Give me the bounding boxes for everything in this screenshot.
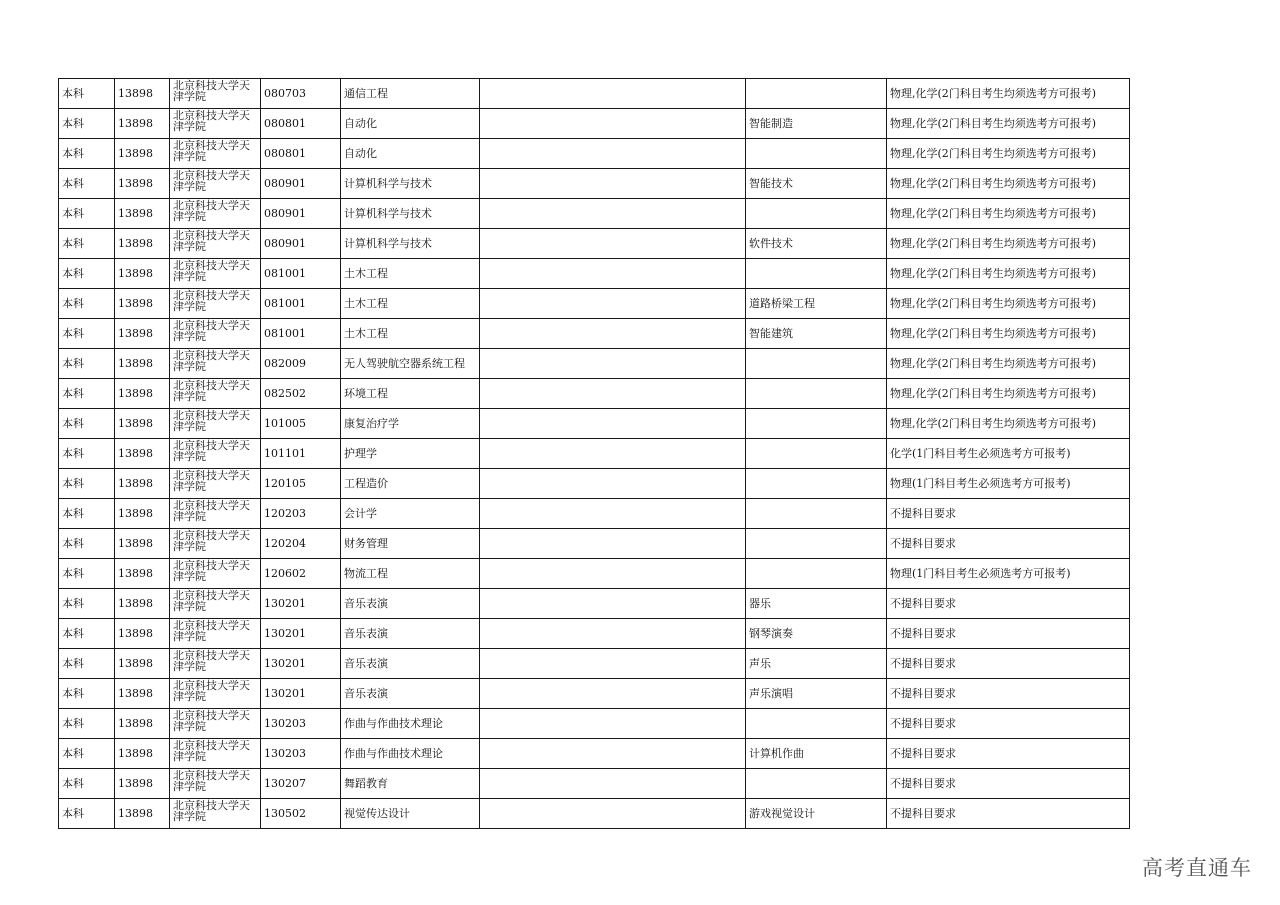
direction-cell: 声乐演唱: [746, 679, 887, 709]
major-name-cell: 土木工程: [341, 289, 480, 319]
note-cell: [480, 739, 746, 769]
level-cell: 本科: [59, 109, 115, 139]
major-name-cell: 护理学: [341, 439, 480, 469]
school-code-cell: 13898: [115, 349, 170, 379]
major-name-cell: 土木工程: [341, 319, 480, 349]
major-code-cell: 081001: [261, 319, 341, 349]
subject-requirement-cell: 物理,化学(2门科目考生均须选考方可报考): [887, 259, 1130, 289]
admission-requirements-table: [58, 78, 1130, 829]
table-row: [59, 679, 1130, 709]
school-code-cell: 13898: [115, 319, 170, 349]
table-row: [59, 739, 1130, 769]
table-row: [59, 79, 1130, 109]
note-cell: [480, 409, 746, 439]
school-code-cell: 13898: [115, 739, 170, 769]
note-cell: [480, 199, 746, 229]
note-cell: [480, 769, 746, 799]
school-name-cell: 北京科技大学天津学院: [170, 499, 261, 529]
note-cell: [480, 319, 746, 349]
direction-cell: [746, 349, 887, 379]
note-cell: [480, 709, 746, 739]
note-cell: [480, 799, 746, 829]
subject-requirement-cell: 物理(1门科目考生必须选考方可报考): [887, 559, 1130, 589]
major-code-cell: 120203: [261, 499, 341, 529]
major-code-cell: 080801: [261, 109, 341, 139]
school-code-cell: 13898: [115, 799, 170, 829]
subject-requirement-cell: 物理,化学(2门科目考生均须选考方可报考): [887, 139, 1130, 169]
subject-requirement-cell: 物理,化学(2门科目考生均须选考方可报考): [887, 169, 1130, 199]
table-row: [59, 799, 1130, 829]
major-code-cell: 130203: [261, 709, 341, 739]
school-name-cell: 北京科技大学天津学院: [170, 169, 261, 199]
note-cell: [480, 559, 746, 589]
table-row: [59, 649, 1130, 679]
direction-cell: 声乐: [746, 649, 887, 679]
level-cell: 本科: [59, 199, 115, 229]
school-name-cell: 北京科技大学天津学院: [170, 799, 261, 829]
school-code-cell: 13898: [115, 619, 170, 649]
subject-requirement-cell: 不提科目要求: [887, 799, 1130, 829]
major-name-cell: 舞蹈教育: [341, 769, 480, 799]
level-cell: 本科: [59, 649, 115, 679]
school-name-cell: 北京科技大学天津学院: [170, 379, 261, 409]
school-code-cell: 13898: [115, 439, 170, 469]
school-name-cell: 北京科技大学天津学院: [170, 559, 261, 589]
direction-cell: [746, 529, 887, 559]
major-name-cell: 作曲与作曲技术理论: [341, 709, 480, 739]
school-name-cell: 北京科技大学天津学院: [170, 79, 261, 109]
level-cell: 本科: [59, 589, 115, 619]
table-row: [59, 409, 1130, 439]
direction-cell: [746, 469, 887, 499]
school-name-cell: 北京科技大学天津学院: [170, 619, 261, 649]
subject-requirement-cell: 不提科目要求: [887, 679, 1130, 709]
school-code-cell: 13898: [115, 709, 170, 739]
subject-requirement-cell: 物理,化学(2门科目考生均须选考方可报考): [887, 319, 1130, 349]
major-name-cell: 通信工程: [341, 79, 480, 109]
school-name-cell: 北京科技大学天津学院: [170, 739, 261, 769]
table-row: [59, 139, 1130, 169]
major-name-cell: 计算机科学与技术: [341, 199, 480, 229]
major-code-cell: 120105: [261, 469, 341, 499]
major-code-cell: 130201: [261, 619, 341, 649]
direction-cell: 器乐: [746, 589, 887, 619]
major-name-cell: 自动化: [341, 109, 480, 139]
school-code-cell: 13898: [115, 169, 170, 199]
note-cell: [480, 469, 746, 499]
major-name-cell: 作曲与作曲技术理论: [341, 739, 480, 769]
school-code-cell: 13898: [115, 139, 170, 169]
level-cell: 本科: [59, 259, 115, 289]
direction-cell: 计算机作曲: [746, 739, 887, 769]
subject-requirement-cell: 不提科目要求: [887, 769, 1130, 799]
major-code-cell: 082009: [261, 349, 341, 379]
note-cell: [480, 79, 746, 109]
direction-cell: [746, 79, 887, 109]
school-name-cell: 北京科技大学天津学院: [170, 109, 261, 139]
school-code-cell: 13898: [115, 679, 170, 709]
subject-requirement-cell: 不提科目要求: [887, 649, 1130, 679]
note-cell: [480, 379, 746, 409]
note-cell: [480, 169, 746, 199]
level-cell: 本科: [59, 289, 115, 319]
table-row: [59, 319, 1130, 349]
subject-requirement-cell: 不提科目要求: [887, 619, 1130, 649]
major-code-cell: 081001: [261, 259, 341, 289]
table-row: [59, 349, 1130, 379]
table-row: [59, 469, 1130, 499]
school-code-cell: 13898: [115, 379, 170, 409]
level-cell: 本科: [59, 529, 115, 559]
school-name-cell: 北京科技大学天津学院: [170, 319, 261, 349]
major-code-cell: 120602: [261, 559, 341, 589]
table-row: [59, 559, 1130, 589]
major-code-cell: 101101: [261, 439, 341, 469]
major-code-cell: 130502: [261, 799, 341, 829]
major-code-cell: 080901: [261, 199, 341, 229]
level-cell: 本科: [59, 139, 115, 169]
school-name-cell: 北京科技大学天津学院: [170, 529, 261, 559]
note-cell: [480, 679, 746, 709]
school-name-cell: 北京科技大学天津学院: [170, 349, 261, 379]
direction-cell: [746, 139, 887, 169]
direction-cell: 软件技术: [746, 229, 887, 259]
school-name-cell: 北京科技大学天津学院: [170, 229, 261, 259]
table-row: [59, 169, 1130, 199]
school-code-cell: 13898: [115, 499, 170, 529]
school-code-cell: 13898: [115, 79, 170, 109]
level-cell: 本科: [59, 679, 115, 709]
subject-requirement-cell: 不提科目要求: [887, 709, 1130, 739]
subject-requirement-cell: 物理,化学(2门科目考生均须选考方可报考): [887, 349, 1130, 379]
major-code-cell: 130201: [261, 679, 341, 709]
school-name-cell: 北京科技大学天津学院: [170, 709, 261, 739]
subject-requirement-cell: 不提科目要求: [887, 529, 1130, 559]
direction-cell: 智能技术: [746, 169, 887, 199]
direction-cell: 智能建筑: [746, 319, 887, 349]
level-cell: 本科: [59, 319, 115, 349]
major-code-cell: 081001: [261, 289, 341, 319]
direction-cell: 游戏视觉设计: [746, 799, 887, 829]
major-code-cell: 120204: [261, 529, 341, 559]
major-code-cell: 130201: [261, 649, 341, 679]
subject-requirement-cell: 不提科目要求: [887, 589, 1130, 619]
major-name-cell: 物流工程: [341, 559, 480, 589]
direction-cell: 钢琴演奏: [746, 619, 887, 649]
school-name-cell: 北京科技大学天津学院: [170, 409, 261, 439]
note-cell: [480, 349, 746, 379]
direction-cell: [746, 559, 887, 589]
school-code-cell: 13898: [115, 109, 170, 139]
direction-cell: [746, 259, 887, 289]
major-name-cell: 工程造价: [341, 469, 480, 499]
major-code-cell: 082502: [261, 379, 341, 409]
watermark-logo: 高考直通车: [1142, 856, 1252, 880]
major-code-cell: 080801: [261, 139, 341, 169]
school-code-cell: 13898: [115, 469, 170, 499]
table-row: [59, 259, 1130, 289]
table-row: [59, 589, 1130, 619]
school-name-cell: 北京科技大学天津学院: [170, 469, 261, 499]
note-cell: [480, 589, 746, 619]
school-name-cell: 北京科技大学天津学院: [170, 679, 261, 709]
level-cell: 本科: [59, 799, 115, 829]
table-row: [59, 619, 1130, 649]
school-name-cell: 北京科技大学天津学院: [170, 589, 261, 619]
level-cell: 本科: [59, 439, 115, 469]
school-name-cell: 北京科技大学天津学院: [170, 649, 261, 679]
note-cell: [480, 649, 746, 679]
level-cell: 本科: [59, 469, 115, 499]
note-cell: [480, 139, 746, 169]
major-code-cell: 080703: [261, 79, 341, 109]
subject-requirement-cell: 不提科目要求: [887, 499, 1130, 529]
subject-requirement-cell: 不提科目要求: [887, 739, 1130, 769]
table-row: [59, 769, 1130, 799]
major-code-cell: 101005: [261, 409, 341, 439]
direction-cell: 智能制造: [746, 109, 887, 139]
direction-cell: [746, 199, 887, 229]
school-code-cell: 13898: [115, 769, 170, 799]
direction-cell: [746, 769, 887, 799]
school-code-cell: 13898: [115, 199, 170, 229]
major-name-cell: 音乐表演: [341, 679, 480, 709]
subject-requirement-cell: 化学(1门科目考生必须选考方可报考): [887, 439, 1130, 469]
school-name-cell: 北京科技大学天津学院: [170, 259, 261, 289]
major-name-cell: 土木工程: [341, 259, 480, 289]
note-cell: [480, 259, 746, 289]
note-cell: [480, 229, 746, 259]
note-cell: [480, 109, 746, 139]
level-cell: 本科: [59, 349, 115, 379]
school-code-cell: 13898: [115, 559, 170, 589]
level-cell: 本科: [59, 739, 115, 769]
subject-requirement-cell: 物理,化学(2门科目考生均须选考方可报考): [887, 409, 1130, 439]
major-name-cell: 计算机科学与技术: [341, 229, 480, 259]
major-name-cell: 无人驾驶航空器系统工程: [341, 349, 480, 379]
major-name-cell: 环境工程: [341, 379, 480, 409]
major-name-cell: 康复治疗学: [341, 409, 480, 439]
level-cell: 本科: [59, 79, 115, 109]
note-cell: [480, 499, 746, 529]
school-code-cell: 13898: [115, 229, 170, 259]
school-code-cell: 13898: [115, 649, 170, 679]
major-code-cell: 130201: [261, 589, 341, 619]
major-name-cell: 音乐表演: [341, 619, 480, 649]
subject-requirement-cell: 物理,化学(2门科目考生均须选考方可报考): [887, 79, 1130, 109]
note-cell: [480, 439, 746, 469]
level-cell: 本科: [59, 499, 115, 529]
table-row: [59, 439, 1130, 469]
major-code-cell: 130203: [261, 739, 341, 769]
note-cell: [480, 619, 746, 649]
table-row: [59, 229, 1130, 259]
level-cell: 本科: [59, 709, 115, 739]
direction-cell: [746, 499, 887, 529]
school-code-cell: 13898: [115, 409, 170, 439]
direction-cell: 道路桥梁工程: [746, 289, 887, 319]
direction-cell: [746, 709, 887, 739]
subject-requirement-cell: 物理,化学(2门科目考生均须选考方可报考): [887, 229, 1130, 259]
major-name-cell: 音乐表演: [341, 649, 480, 679]
school-code-cell: 13898: [115, 259, 170, 289]
table-row: [59, 709, 1130, 739]
table-row: [59, 289, 1130, 319]
subject-requirement-cell: 物理(1门科目考生必须选考方可报考): [887, 469, 1130, 499]
level-cell: 本科: [59, 409, 115, 439]
subject-requirement-cell: 物理,化学(2门科目考生均须选考方可报考): [887, 379, 1130, 409]
level-cell: 本科: [59, 619, 115, 649]
table-row: [59, 109, 1130, 139]
major-name-cell: 计算机科学与技术: [341, 169, 480, 199]
major-code-cell: 080901: [261, 169, 341, 199]
table-row: [59, 529, 1130, 559]
school-code-cell: 13898: [115, 289, 170, 319]
subject-requirement-cell: 物理,化学(2门科目考生均须选考方可报考): [887, 199, 1130, 229]
level-cell: 本科: [59, 229, 115, 259]
major-code-cell: 080901: [261, 229, 341, 259]
school-name-cell: 北京科技大学天津学院: [170, 199, 261, 229]
table-row: [59, 379, 1130, 409]
level-cell: 本科: [59, 379, 115, 409]
school-name-cell: 北京科技大学天津学院: [170, 439, 261, 469]
major-name-cell: 音乐表演: [341, 589, 480, 619]
note-cell: [480, 289, 746, 319]
table-body: [59, 79, 1130, 829]
major-name-cell: 自动化: [341, 139, 480, 169]
major-code-cell: 130207: [261, 769, 341, 799]
school-code-cell: 13898: [115, 589, 170, 619]
level-cell: 本科: [59, 769, 115, 799]
school-code-cell: 13898: [115, 529, 170, 559]
subject-requirement-cell: 物理,化学(2门科目考生均须选考方可报考): [887, 109, 1130, 139]
note-cell: [480, 529, 746, 559]
school-name-cell: 北京科技大学天津学院: [170, 769, 261, 799]
subject-requirement-cell: 物理,化学(2门科目考生均须选考方可报考): [887, 289, 1130, 319]
major-name-cell: 视觉传达设计: [341, 799, 480, 829]
major-name-cell: 财务管理: [341, 529, 480, 559]
table-row: [59, 199, 1130, 229]
major-name-cell: 会计学: [341, 499, 480, 529]
school-name-cell: 北京科技大学天津学院: [170, 289, 261, 319]
direction-cell: [746, 379, 887, 409]
direction-cell: [746, 409, 887, 439]
level-cell: 本科: [59, 169, 115, 199]
school-name-cell: 北京科技大学天津学院: [170, 139, 261, 169]
level-cell: 本科: [59, 559, 115, 589]
table-row: [59, 499, 1130, 529]
direction-cell: [746, 439, 887, 469]
